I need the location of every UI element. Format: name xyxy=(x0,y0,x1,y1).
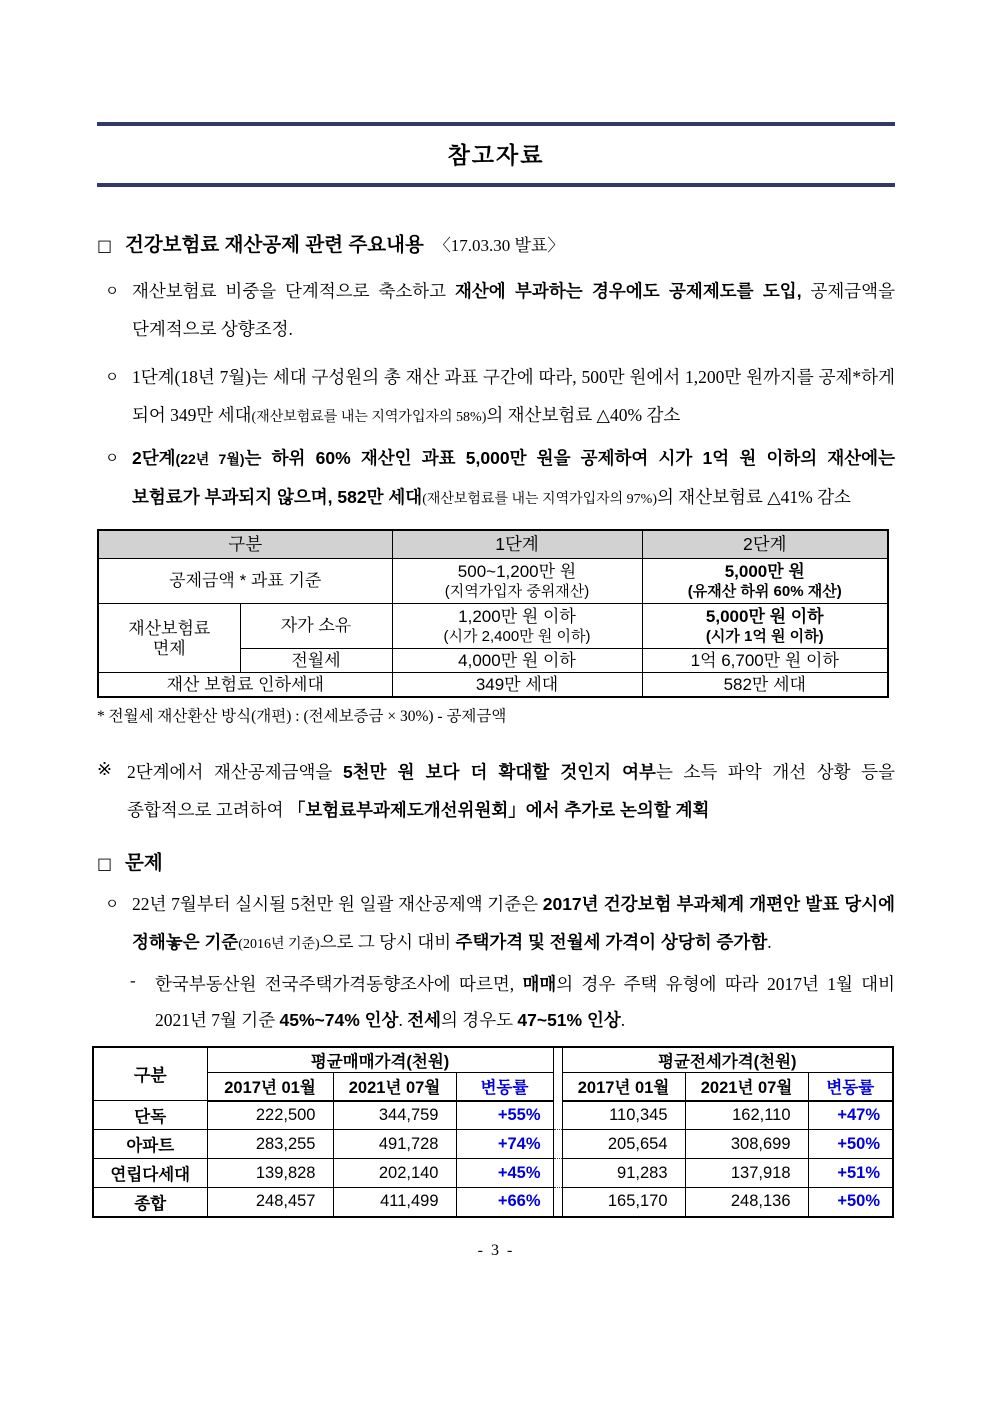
table-row xyxy=(98,558,888,603)
row-label: 종합 xyxy=(93,1188,207,1217)
value-cell: 205,654 xyxy=(562,1130,685,1159)
table-row xyxy=(98,603,888,648)
square-bullet-icon: □ xyxy=(97,236,113,255)
subheader-cell-change: 변동률 xyxy=(456,1073,553,1101)
cell-line1: 500~1,200만 원 xyxy=(457,561,577,581)
circle-bullet-icon: ㅇ xyxy=(105,451,120,467)
jeonse-group-header: 평균전세가격(천원) xyxy=(562,1047,893,1073)
deduction-table xyxy=(97,529,889,698)
value-cell: 202,140 xyxy=(333,1159,456,1188)
table-row xyxy=(98,672,888,697)
value-cell: 162,110 xyxy=(685,1101,808,1130)
cell-line1: 5,000만 원 이하 xyxy=(705,606,824,626)
value-cell: 411,499 xyxy=(333,1188,456,1217)
page-header-band xyxy=(97,122,895,187)
change-cell: +50% xyxy=(808,1130,893,1159)
change-cell: +50% xyxy=(808,1188,893,1217)
paragraph-text: 1단계(18년 7월)는 세대 구성원의 총 재산 과표 구간에 따라, 500만 원에서 1,200만 원까지를 공제*하게 되어 349만 세대(재산보험료를 내는 지역가입자의 58%)의 재산보험료 △40% 감소 xyxy=(132,367,895,425)
bullet-paragraph-1 xyxy=(97,272,895,348)
reference-note xyxy=(97,753,895,829)
table-subheader-row xyxy=(93,1073,893,1101)
section1-header xyxy=(97,229,895,257)
page-content xyxy=(97,0,895,1260)
change-cell: +55% xyxy=(456,1101,553,1130)
row-label: 단독 xyxy=(93,1101,207,1130)
value-cell: 491,728 xyxy=(333,1130,456,1159)
group-divider xyxy=(553,1188,562,1217)
table-row xyxy=(93,1159,893,1188)
row-label: 재산 보험료 인하세대 xyxy=(98,672,392,697)
table-row xyxy=(93,1130,893,1159)
paragraph-text: 한국부동산원 전국주택가격동향조사에 따르면, 매매의 경우 주택 유형에 따라 2017년 1월 대비 2021년 7월 기준 45%~74% 인상. 전세의 경우도 47~51% 인상. xyxy=(155,973,895,1030)
page-title: 참고자료 xyxy=(447,142,545,168)
change-cell: +45% xyxy=(456,1159,553,1188)
value-cell: 248,136 xyxy=(685,1188,808,1217)
table-row xyxy=(93,1101,893,1130)
value-cell: 344,759 xyxy=(333,1101,456,1130)
row-label: 연립다세대 xyxy=(93,1159,207,1188)
note-text: 2단계에서 재산공제금액을 5천만 원 보다 더 확대할 것인지 여부는 소득 파악 개선 상황 등을 종합적으로 고려하여 「보험료부과제도개선위원회」에서 추가로 논의할 계획 xyxy=(127,761,895,820)
bullet-paragraph-4 xyxy=(97,885,895,964)
change-cell: +47% xyxy=(808,1101,893,1130)
cell-line2: 면제 xyxy=(152,638,186,658)
sale-group-header: 평균매매가격(천원) xyxy=(207,1047,553,1073)
value-cell: 110,345 xyxy=(562,1101,685,1130)
row-label: 공제금액 * 과표 기준 xyxy=(98,558,392,603)
paragraph-text: 2단계(22년 7월)는 하위 60% 재산인 과표 5,000만 원을 공제하여 시가 1억 원 이하의 재산에는 보험료가 부과되지 않으며, 582만 세대(재산보험료를 내는 지역가입자의 97%)의 재산보험료 △41% 감소 xyxy=(132,448,895,507)
table-group-header-row xyxy=(93,1047,893,1073)
table-row xyxy=(93,1188,893,1217)
subheader-cell: 2017년 01월 xyxy=(207,1073,333,1101)
value-cell: 165,170 xyxy=(562,1188,685,1217)
stage2-cell xyxy=(642,558,888,603)
change-cell: +51% xyxy=(808,1159,893,1188)
group-divider xyxy=(553,1047,562,1101)
section1-date-note: 〈17.03.30 발표〉 xyxy=(433,236,565,255)
cell-line2: (지역가입자 중위재산) xyxy=(444,582,590,600)
value-cell: 248,457 xyxy=(207,1188,333,1217)
subheader-cell: 2021년 07월 xyxy=(685,1073,808,1101)
value-cell: 283,255 xyxy=(207,1130,333,1159)
stage1-cell: 4,000만 원 이하 xyxy=(392,648,642,672)
subheader-cell: 2017년 01월 xyxy=(562,1073,685,1101)
value-cell: 222,500 xyxy=(207,1101,333,1130)
circle-bullet-icon: ㅇ xyxy=(105,370,120,386)
section2-header xyxy=(97,847,895,875)
stage2-cell: 582만 세대 xyxy=(642,672,888,697)
row-label: 아파트 xyxy=(93,1130,207,1159)
circle-bullet-icon: ㅇ xyxy=(105,896,120,913)
stage1-cell: 349만 세대 xyxy=(392,672,642,697)
change-cell: +74% xyxy=(456,1130,553,1159)
cell-line1: 재산보험료 xyxy=(128,618,211,638)
cell-line1: 1,200만 원 이하 xyxy=(458,606,576,626)
row-label: 전월세 xyxy=(240,648,392,672)
header-cell-gubun: 구분 xyxy=(98,530,392,558)
paragraph-text: 22년 7월부터 실시될 5천만 원 일괄 재산공제액 기준은 2017년 건강보험 부과체계 개편안 발표 당시에 정해놓은 기준(2016년 기준)으로 그 당시 대비 주택가격 및 전월세 가격이 상당히 증가함. xyxy=(132,893,895,952)
section1-title: 건강보험료 재산공제 관련 주요내용 xyxy=(125,234,424,256)
stage1-cell xyxy=(392,603,642,648)
row-group-label xyxy=(98,603,240,672)
table-footnote: * 전월세 재산환산 방식(개편) : (전세보증금 × 30%) - 공제금액 xyxy=(97,707,507,725)
group-divider xyxy=(553,1101,562,1130)
value-cell: 139,828 xyxy=(207,1159,333,1188)
corner-cell: 구분 xyxy=(93,1047,207,1101)
stage2-cell: 1억 6,700만 원 이하 xyxy=(642,648,888,672)
paragraph-text: 재산보험료 비중을 단계적으로 축소하고 재산에 부과하는 경우에도 공제제도를 도입, 공제금액을 단계적으로 상향조정. xyxy=(132,281,895,339)
row-label: 자가 소유 xyxy=(240,603,392,648)
value-cell: 308,699 xyxy=(685,1130,808,1159)
bullet-paragraph-2 xyxy=(97,358,895,437)
section2-title: 문제 xyxy=(125,851,163,874)
circle-bullet-icon: ㅇ xyxy=(105,284,120,300)
dash-bullet-icon: - xyxy=(130,970,136,990)
change-cell: +66% xyxy=(456,1188,553,1217)
table-header-row xyxy=(98,530,888,558)
reference-mark-icon: ※ xyxy=(97,758,113,779)
cell-line2: (시가 1억 원 이하) xyxy=(705,627,824,645)
sub-bullet-paragraph xyxy=(130,966,895,1038)
cell-line2: (시가 2,400만 원 이하) xyxy=(443,627,591,645)
cell-line2: (유재산 하위 60% 재산) xyxy=(687,582,842,600)
bullet-paragraph-3 xyxy=(97,439,895,519)
value-cell: 91,283 xyxy=(562,1159,685,1188)
value-cell: 137,918 xyxy=(685,1159,808,1188)
header-cell-stage2: 2단계 xyxy=(642,530,888,558)
page-number: - 3 - xyxy=(477,1241,515,1259)
header-cell-stage1: 1단계 xyxy=(392,530,642,558)
square-bullet-icon: □ xyxy=(97,853,113,873)
housing-price-table xyxy=(92,1046,894,1218)
stage1-cell xyxy=(392,558,642,603)
subheader-cell-change: 변동률 xyxy=(808,1073,893,1101)
cell-line1: 5,000만 원 xyxy=(724,561,805,581)
stage2-cell xyxy=(642,603,888,648)
subheader-cell: 2021년 07월 xyxy=(333,1073,456,1101)
group-divider xyxy=(553,1159,562,1188)
group-divider xyxy=(553,1130,562,1159)
